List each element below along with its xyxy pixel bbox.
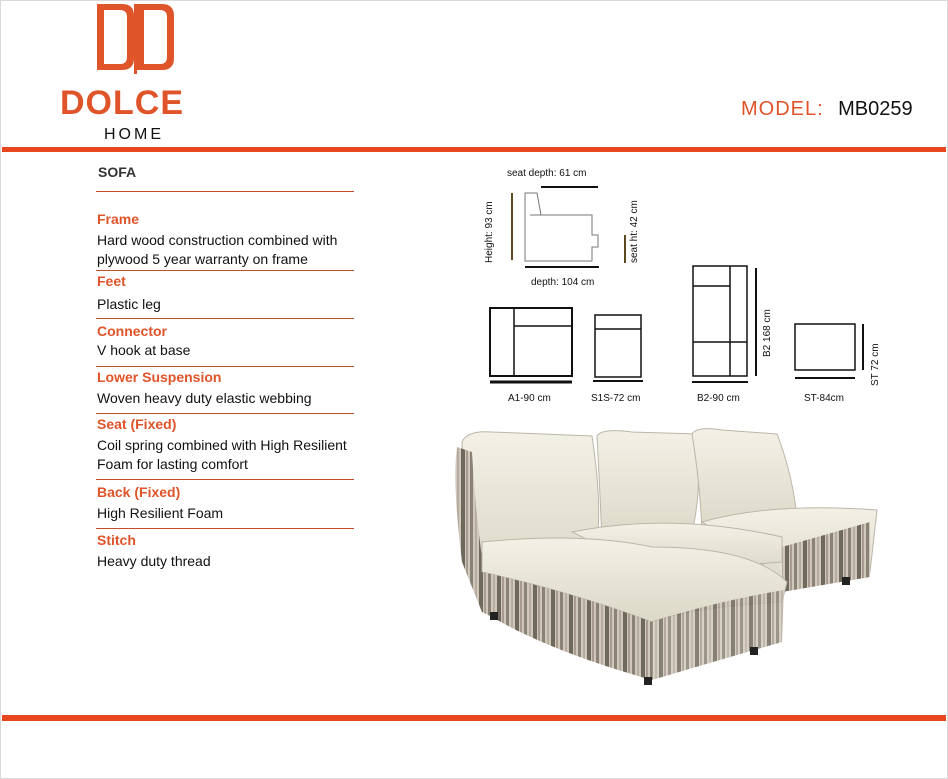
brand-name: DOLCE [60,84,184,122]
logo-mark-icon [60,2,210,82]
model-block [741,98,913,121]
b2-side-label: B2 168 cm [762,309,773,357]
seat-depth-label: seat depth: 61 cm [507,168,587,179]
spec-text: Plastic leg [97,296,161,312]
brand-sub: HOME [104,126,164,143]
spec-title: Feet [97,273,126,289]
spec-text: V hook at base [97,342,191,358]
rule [96,191,354,192]
depth-label: depth: 104 cm [531,277,595,288]
top-divider [2,147,946,152]
spec-title: Connector [97,323,167,339]
spec-title: Seat (Fixed) [97,416,177,432]
st-side-label: ST 72 cm [870,343,881,386]
module-s1s-label: S1S-72 cm [591,393,641,404]
rule [96,528,354,529]
side-view-diagram [495,175,645,285]
spec-title: Frame [97,211,140,227]
rule [96,366,354,367]
model-value: MB0259 [838,98,913,120]
module-st-label: ST-84cm [804,393,845,404]
brand-logo [60,2,210,142]
rule [96,270,354,271]
sofa-photo [452,422,882,692]
rule [96,479,354,480]
height-label: Height: 93 cm [484,201,495,263]
rule [96,318,354,319]
bottom-divider [2,715,946,721]
model-label: MODEL: [741,98,824,120]
spec-text: Heavy duty thread [97,553,211,569]
module-a1-label: A1-90 cm [508,393,551,404]
seat-ht-label: seat ht: 42 cm [629,200,640,263]
spec-text: Coil spring combined with High Resilient Foam for lasting comfort [97,437,347,472]
module-a1-icon [488,306,574,384]
spec-title: Back (Fixed) [97,484,181,500]
rule [96,413,354,414]
spec-title: Stitch [97,532,136,548]
spec-text: Woven heavy duty elastic webbing [97,390,312,406]
module-b2-label: B2-90 cm [697,393,740,404]
category-title: SOFA [98,164,137,180]
spec-title: Lower Suspension [97,369,222,385]
module-s1s-icon [593,313,643,383]
spec-text: High Resilient Foam [97,505,224,521]
spec-text: Hard wood construction combined with plywood 5 year warranty on frame [97,232,338,267]
module-st-icon [793,322,871,382]
module-b2-icon [690,264,770,386]
